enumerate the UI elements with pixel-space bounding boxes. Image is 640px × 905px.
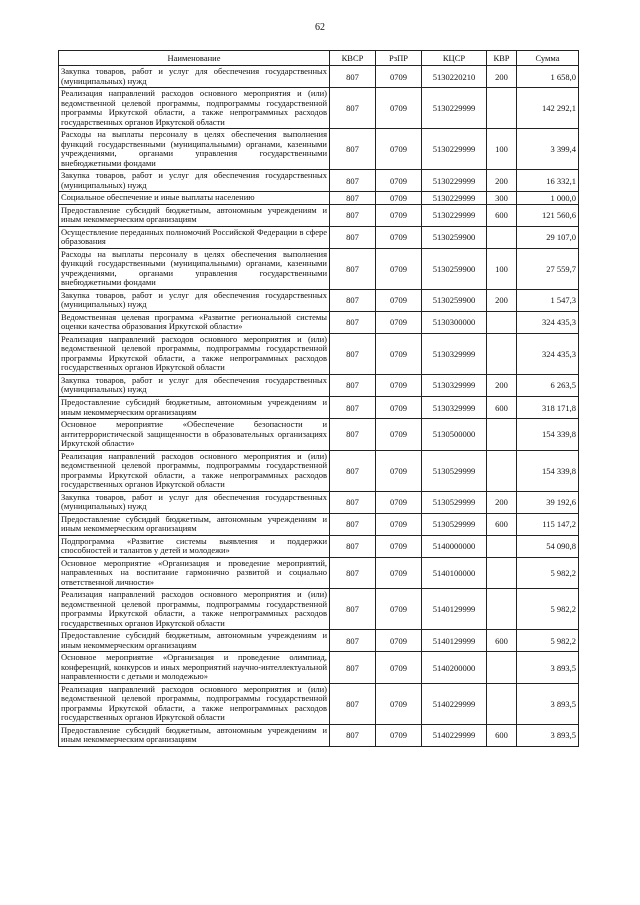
row-kvsr-cell: 807 — [330, 630, 376, 652]
row-name-cell: Закупка товаров, работ и услуг для обеспечения государственных (муниципальных) нужд — [59, 170, 330, 192]
table-row — [59, 204, 579, 226]
row-kcsr-cell: 5140129999 — [422, 589, 487, 630]
row-rzpr-cell: 0709 — [376, 248, 422, 289]
row-kvsr-cell: 807 — [330, 333, 376, 374]
row-rzpr-cell: 0709 — [376, 419, 422, 451]
row-kcsr-cell: 5130529999 — [422, 450, 487, 491]
row-rzpr-cell: 0709 — [376, 513, 422, 535]
row-kvr-cell: 600 — [487, 204, 517, 226]
row-kvr-cell — [487, 419, 517, 451]
row-name-cell: Ведомственная целевая программа «Развитие региональной системы оценки качества образования Иркутской области» — [59, 311, 330, 333]
row-kvsr-cell: 807 — [330, 170, 376, 192]
row-kvsr-cell: 807 — [330, 683, 376, 724]
row-kvr-cell: 200 — [487, 374, 517, 396]
row-kvsr-cell: 807 — [330, 513, 376, 535]
column-header-rzpr: РзПР — [376, 51, 422, 66]
row-name-cell: Предоставление субсидий бюджетным, автономным учреждениям и иным некоммерческим организациям — [59, 513, 330, 535]
row-kcsr-cell: 5140229999 — [422, 683, 487, 724]
table-row — [59, 652, 579, 684]
column-header-name: Наименование — [59, 51, 330, 66]
row-kvsr-cell: 807 — [330, 724, 376, 746]
row-rzpr-cell: 0709 — [376, 129, 422, 170]
row-kvr-cell: 100 — [487, 248, 517, 289]
row-name-cell: Предоставление субсидий бюджетным, автономным учреждениям и иным некоммерческим организациям — [59, 204, 330, 226]
row-kvr-cell — [487, 333, 517, 374]
row-kvr-cell — [487, 226, 517, 248]
row-sum-cell: 16 332,1 — [517, 170, 579, 192]
row-kcsr-cell: 5130259900 — [422, 289, 487, 311]
row-kvr-cell: 100 — [487, 129, 517, 170]
row-rzpr-cell: 0709 — [376, 652, 422, 684]
row-kcsr-cell: 5130529999 — [422, 513, 487, 535]
table-row — [59, 630, 579, 652]
row-sum-cell: 6 263,5 — [517, 374, 579, 396]
row-sum-cell: 324 435,3 — [517, 311, 579, 333]
page-number: 62 — [315, 22, 325, 33]
row-kvsr-cell: 807 — [330, 652, 376, 684]
row-kcsr-cell: 5130220210 — [422, 66, 487, 88]
row-kvr-cell — [487, 535, 517, 557]
row-kvsr-cell: 807 — [330, 248, 376, 289]
column-header-kvsr: КВСР — [330, 51, 376, 66]
table-row — [59, 491, 579, 513]
budget-table — [58, 50, 579, 747]
row-rzpr-cell: 0709 — [376, 396, 422, 418]
row-kcsr-cell: 5130529999 — [422, 491, 487, 513]
row-name-cell: Основное мероприятие «Организация и проведение мероприятий, направленных на воспитание гармонично развитой и социально ответственной личности» — [59, 557, 330, 589]
table-row — [59, 683, 579, 724]
row-kcsr-cell: 5130329999 — [422, 374, 487, 396]
row-rzpr-cell: 0709 — [376, 311, 422, 333]
row-sum-cell: 1 658,0 — [517, 66, 579, 88]
row-kvr-cell — [487, 88, 517, 129]
row-kcsr-cell: 5140100000 — [422, 557, 487, 589]
row-name-cell: Подпрограмма «Развитие системы выявления и поддержки способностей и талантов у детей и молодежи» — [59, 535, 330, 557]
row-rzpr-cell: 0709 — [376, 88, 422, 129]
row-kvsr-cell: 807 — [330, 204, 376, 226]
row-rzpr-cell: 0709 — [376, 535, 422, 557]
row-kvr-cell — [487, 557, 517, 589]
row-sum-cell: 1 547,3 — [517, 289, 579, 311]
row-name-cell: Реализация направлений расходов основного мероприятия и (или) ведомственной целевой программы, подпрограммы государственной программы Иркутской области, а также непрограммных расходов государственных органов Иркутской области — [59, 450, 330, 491]
row-sum-cell: 3 399,4 — [517, 129, 579, 170]
row-name-cell: Закупка товаров, работ и услуг для обеспечения государственных (муниципальных) нужд — [59, 289, 330, 311]
column-header-kvr: КВР — [487, 51, 517, 66]
row-name-cell: Предоставление субсидий бюджетным, автономным учреждениям и иным некоммерческим организациям — [59, 724, 330, 746]
row-name-cell: Закупка товаров, работ и услуг для обеспечения государственных (муниципальных) нужд — [59, 491, 330, 513]
row-name-cell: Социальное обеспечение и иные выплаты населению — [59, 192, 330, 205]
row-kvr-cell: 200 — [487, 491, 517, 513]
row-kvsr-cell: 807 — [330, 226, 376, 248]
table-header — [59, 51, 579, 66]
row-kcsr-cell: 5130229999 — [422, 170, 487, 192]
row-kvr-cell — [487, 450, 517, 491]
row-rzpr-cell: 0709 — [376, 630, 422, 652]
table-row — [59, 170, 579, 192]
row-kvr-cell — [487, 683, 517, 724]
row-kcsr-cell: 5130229999 — [422, 129, 487, 170]
row-kvsr-cell: 807 — [330, 66, 376, 88]
row-rzpr-cell: 0709 — [376, 226, 422, 248]
table-body — [59, 66, 579, 747]
row-kvsr-cell: 807 — [330, 289, 376, 311]
row-name-cell: Осуществление переданных полномочий Российской Федерации в сфере образования — [59, 226, 330, 248]
row-sum-cell: 54 090,8 — [517, 535, 579, 557]
table-row — [59, 66, 579, 88]
row-rzpr-cell: 0709 — [376, 333, 422, 374]
row-kvr-cell — [487, 589, 517, 630]
row-kvsr-cell: 807 — [330, 589, 376, 630]
table-row — [59, 557, 579, 589]
row-kcsr-cell: 5130229999 — [422, 88, 487, 129]
row-name-cell: Закупка товаров, работ и услуг для обеспечения государственных (муниципальных) нужд — [59, 374, 330, 396]
row-kvsr-cell: 807 — [330, 129, 376, 170]
row-rzpr-cell: 0709 — [376, 289, 422, 311]
row-kvr-cell: 200 — [487, 289, 517, 311]
row-kvr-cell: 200 — [487, 170, 517, 192]
row-sum-cell: 5 982,2 — [517, 589, 579, 630]
table-row — [59, 88, 579, 129]
row-kvr-cell — [487, 311, 517, 333]
row-sum-cell: 115 147,2 — [517, 513, 579, 535]
table-row — [59, 248, 579, 289]
column-header-kcsr: КЦСР — [422, 51, 487, 66]
table-row — [59, 226, 579, 248]
row-kcsr-cell: 5130329999 — [422, 333, 487, 374]
row-kcsr-cell: 5130300000 — [422, 311, 487, 333]
row-sum-cell: 3 893,5 — [517, 652, 579, 684]
row-kvr-cell: 600 — [487, 396, 517, 418]
row-kcsr-cell: 5130259900 — [422, 226, 487, 248]
row-name-cell: Предоставление субсидий бюджетным, автономным учреждениям и иным некоммерческим организациям — [59, 396, 330, 418]
row-kcsr-cell: 5130259900 — [422, 248, 487, 289]
column-header-sum: Сумма — [517, 51, 579, 66]
table-row — [59, 129, 579, 170]
row-name-cell: Реализация направлений расходов основного мероприятия и (или) ведомственной целевой программы, подпрограммы государственной программы Иркутской области, а также непрограммных расходов государственных органов Иркутской области — [59, 88, 330, 129]
table-row — [59, 450, 579, 491]
row-kvsr-cell: 807 — [330, 88, 376, 129]
table-row — [59, 311, 579, 333]
row-sum-cell: 3 893,5 — [517, 683, 579, 724]
table-row — [59, 513, 579, 535]
table-row — [59, 396, 579, 418]
row-kvsr-cell: 807 — [330, 491, 376, 513]
row-sum-cell: 154 339,8 — [517, 419, 579, 451]
row-kcsr-cell: 5130500000 — [422, 419, 487, 451]
row-kvsr-cell: 807 — [330, 419, 376, 451]
row-kvsr-cell: 807 — [330, 396, 376, 418]
row-rzpr-cell: 0709 — [376, 491, 422, 513]
row-rzpr-cell: 0709 — [376, 192, 422, 205]
row-kvsr-cell: 807 — [330, 311, 376, 333]
row-sum-cell: 29 107,0 — [517, 226, 579, 248]
table-row — [59, 589, 579, 630]
row-kvsr-cell: 807 — [330, 557, 376, 589]
row-sum-cell: 324 435,3 — [517, 333, 579, 374]
row-name-cell: Основное мероприятие «Обеспечение безопасности и антитеррористической защищенности в образовательных организациях Иркутской области» — [59, 419, 330, 451]
row-kcsr-cell: 5130229999 — [422, 192, 487, 205]
row-name-cell: Расходы на выплаты персоналу в целях обеспечения выполнения функций государственными (муниципальными) органами, казенными учреждениями, органами управления государственными внебюджетными фондами — [59, 129, 330, 170]
row-kvsr-cell: 807 — [330, 450, 376, 491]
header-row — [59, 51, 579, 66]
row-rzpr-cell: 0709 — [376, 557, 422, 589]
row-rzpr-cell: 0709 — [376, 374, 422, 396]
row-sum-cell: 5 982,2 — [517, 630, 579, 652]
row-kcsr-cell: 5140000000 — [422, 535, 487, 557]
row-sum-cell: 121 560,6 — [517, 204, 579, 226]
table-row — [59, 419, 579, 451]
row-name-cell: Расходы на выплаты персоналу в целях обеспечения выполнения функций государственными (муниципальными) органами, казенными учреждениями, органами управления государственными внебюджетными фондами — [59, 248, 330, 289]
row-kvr-cell: 600 — [487, 724, 517, 746]
row-rzpr-cell: 0709 — [376, 724, 422, 746]
row-kvsr-cell: 807 — [330, 535, 376, 557]
table-row — [59, 333, 579, 374]
row-sum-cell: 154 339,8 — [517, 450, 579, 491]
row-name-cell: Реализация направлений расходов основного мероприятия и (или) ведомственной целевой программы, подпрограммы государственной программы Иркутской области, а также непрограммных расходов государственных органов Иркутской области — [59, 589, 330, 630]
row-name-cell: Реализация направлений расходов основного мероприятия и (или) ведомственной целевой программы, подпрограммы государственной программы Иркутской области, а также непрограммных расходов государственных органов Иркутской области — [59, 333, 330, 374]
row-kcsr-cell: 5140200000 — [422, 652, 487, 684]
row-rzpr-cell: 0709 — [376, 450, 422, 491]
row-kvr-cell: 600 — [487, 630, 517, 652]
row-sum-cell: 142 292,1 — [517, 88, 579, 129]
row-rzpr-cell: 0709 — [376, 204, 422, 226]
table-row — [59, 192, 579, 205]
table-row — [59, 289, 579, 311]
table-row — [59, 535, 579, 557]
row-kcsr-cell: 5140129999 — [422, 630, 487, 652]
row-name-cell: Закупка товаров, работ и услуг для обеспечения государственных (муниципальных) нужд — [59, 66, 330, 88]
row-rzpr-cell: 0709 — [376, 589, 422, 630]
table-row — [59, 374, 579, 396]
row-sum-cell: 1 000,0 — [517, 192, 579, 205]
row-kcsr-cell: 5130329999 — [422, 396, 487, 418]
row-kvr-cell: 600 — [487, 513, 517, 535]
row-rzpr-cell: 0709 — [376, 66, 422, 88]
row-kvr-cell: 200 — [487, 66, 517, 88]
row-name-cell: Реализация направлений расходов основного мероприятия и (или) ведомственной целевой программы, подпрограммы государственной программы Иркутской области, а также непрограммных расходов государственных органов Иркутской области — [59, 683, 330, 724]
row-kvr-cell — [487, 652, 517, 684]
row-kvsr-cell: 807 — [330, 192, 376, 205]
row-name-cell: Предоставление субсидий бюджетным, автономным учреждениям и иным некоммерческим организациям — [59, 630, 330, 652]
row-kvsr-cell: 807 — [330, 374, 376, 396]
row-kvr-cell: 300 — [487, 192, 517, 205]
row-kcsr-cell: 5130229999 — [422, 204, 487, 226]
row-sum-cell: 3 893,5 — [517, 724, 579, 746]
table-row — [59, 724, 579, 746]
row-rzpr-cell: 0709 — [376, 683, 422, 724]
row-sum-cell: 318 171,8 — [517, 396, 579, 418]
row-sum-cell: 39 192,6 — [517, 491, 579, 513]
row-sum-cell: 5 982,2 — [517, 557, 579, 589]
row-sum-cell: 27 559,7 — [517, 248, 579, 289]
row-name-cell: Основное мероприятие «Организация и проведение олимпиад, конференций, конкурсов и иных мероприятий научно-интеллектуальной направленности с детьми и молодежью» — [59, 652, 330, 684]
row-kcsr-cell: 5140229999 — [422, 724, 487, 746]
row-rzpr-cell: 0709 — [376, 170, 422, 192]
